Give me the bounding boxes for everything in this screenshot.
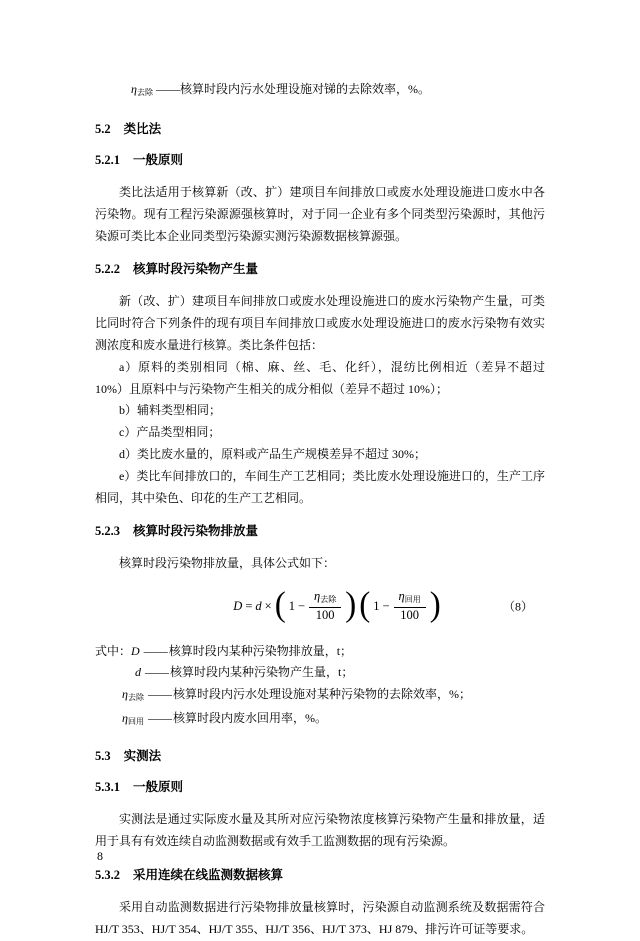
formula-one-a: 1 <box>288 598 295 613</box>
open-paren: ( <box>359 585 371 624</box>
formula-times: × <box>264 598 272 613</box>
heading-5-2-3 <box>95 523 545 540</box>
heading-5-2-1-title: 一般原则 <box>133 153 184 167</box>
heading-5-3 <box>95 748 545 765</box>
heading-5-3-2 <box>95 867 545 884</box>
fraction-reuse-numerator <box>394 590 426 608</box>
where-row-eta-removal <box>122 684 545 708</box>
heading-5-2-2-title: 核算时段污染物产生量 <box>133 262 259 277</box>
paragraph-5-2-3-intro: 核算时段污染物排放量，具体公式如下： <box>119 556 336 571</box>
where-row-D <box>95 641 545 662</box>
heading-5-2-number: 5.2 <box>95 122 111 136</box>
condition-item-b: b）辅料类型相同； <box>119 403 222 418</box>
open-paren: ( <box>274 585 286 624</box>
heading-5-3-1-title: 一般原则 <box>133 780 184 795</box>
analogy-condition-list <box>95 357 545 510</box>
formula-lhs: D <box>233 598 243 613</box>
definition-dash: —— <box>143 644 168 659</box>
heading-5-3-2-title: 采用连续在线监测数据核算 <box>133 867 284 882</box>
fraction-reuse-denominator: 100 <box>400 608 419 623</box>
close-paren: ) <box>345 585 357 624</box>
paragraph-5-3-1: 实测法是通过实际废水量及其所对应污染物浓度核算污染物产生量和排放量，适用于具有有效连续自动监测数据或有效手工监测数据的现有污染源。 <box>95 812 545 849</box>
heading-5-2-3-number: 5.2.3 <box>95 524 120 539</box>
equation-number: （8） <box>502 599 533 614</box>
heading-5-2-3-title: 核算时段污染物排放量 <box>133 524 259 539</box>
paragraph-5-3-2: 采用自动监测数据进行污染物排放量核算时，污染源自动监测系统及数据需符合 HJ/T 353、HJ/T 354、HJ/T 355、HJ/T 356、HJ/T 373、HJ 879、排污许可证等要求。 <box>95 899 545 936</box>
fraction-removal-numerator <box>309 590 341 608</box>
where-row-d <box>135 662 545 683</box>
definition-text: 核算时段内废水回用率，%。 <box>172 711 327 726</box>
paragraph-5-2-1: 类比法适用于核算新（改、扩）建项目车间排放口或废水处理设施进口废水中各污染物。现有工程污染源源强核算时，对于同一企业有多个同类型污染源时，其他污染源可类比本企业同类型污染源实测污染源数据核算源强。 <box>95 185 545 243</box>
formula-equals: = <box>245 598 253 613</box>
eta-reuse-subscript: 回用 <box>127 717 144 727</box>
heading-5-2-2-number: 5.2.2 <box>95 262 120 277</box>
heading-5-3-1-number: 5.3.1 <box>95 780 120 795</box>
eta-reuse-subscript: 回用 <box>404 595 421 605</box>
definition-text: 核算时段内某种污染物产生量，t； <box>170 665 354 680</box>
formula-8 <box>233 585 441 624</box>
close-paren: ) <box>429 585 441 624</box>
heading-5-2-1 <box>95 152 545 169</box>
eta-removal-subscript: 去除 <box>127 692 144 702</box>
where-row-eta-reuse <box>122 708 545 732</box>
formula-one-b: 1 <box>373 598 380 613</box>
heading-5-2-1-number: 5.2.1 <box>95 153 120 167</box>
definition-text: 核算时段内某种污染物排放量，t； <box>168 644 353 659</box>
eta-definition-text: 核算时段内污水处理设施对锑的去除效率，%。 <box>179 82 430 96</box>
formula-minus-a: − <box>297 598 305 613</box>
paragraph-5-2-2: 新（改、扩）建项目车间排放口或废水处理设施进口的废水污染物产生量，可类比同时符合下列条件的现有项目车间排放口或废水处理设施进口的废水污染物有效实测浓度和废水量进行核算。类比条件包括： <box>95 294 545 352</box>
definition-dash: —— <box>147 711 172 726</box>
eta-removal-definition <box>131 78 545 104</box>
condition-item-e: e）类比车间排放口的，车间生产工艺相同；类比废水处理设施进口的，生产工序相同，其中染色、印花的生产工艺相同。 <box>95 468 545 505</box>
heading-5-3-2-number: 5.3.2 <box>95 867 120 882</box>
definition-text: 核算时段内污水处理设施对某种污染物的去除效率，%； <box>172 686 471 701</box>
where-prefix: 式中： <box>95 644 132 659</box>
fraction-reuse <box>394 590 426 622</box>
definition-dash: —— <box>155 82 180 96</box>
formula-minus-b: − <box>382 598 390 613</box>
symbol-eta: η <box>122 686 128 701</box>
eta-subscript: 去除 <box>136 88 153 97</box>
symbol-eta: η <box>122 711 128 726</box>
eta-symbol: η <box>314 589 321 604</box>
fraction-removal-denominator: 100 <box>315 608 335 623</box>
heading-5-3-title: 实测法 <box>123 749 162 764</box>
where-list <box>95 641 545 732</box>
fraction-removal <box>309 590 341 622</box>
condition-item-c: c）产品类型相同； <box>119 425 221 440</box>
heading-5-2-title: 类比法 <box>123 122 162 136</box>
symbol-D: D <box>131 644 140 659</box>
definition-dash: —— <box>147 686 172 701</box>
heading-5-2 <box>95 121 545 138</box>
definition-dash: —— <box>145 665 169 680</box>
heading-5-2-2 <box>95 261 545 278</box>
formula-var-d: d <box>255 598 262 613</box>
eta-symbol: η <box>398 589 405 604</box>
formula-8-row <box>95 583 545 629</box>
heading-5-3-number: 5.3 <box>95 749 111 764</box>
page-number: 8 <box>97 849 103 863</box>
eta-symbol: η <box>131 82 137 96</box>
condition-item-d: d）类比废水量的，原料或产品生产规模差异不超过 30%； <box>119 446 426 461</box>
eta-removal-subscript: 去除 <box>320 595 337 605</box>
symbol-d: d <box>135 665 141 680</box>
condition-item-a: a）原料的类别相同（棉、麻、丝、毛、化纤），混纺比例相近（差异不超过 10%）且原料中与污染物产生相关的成分相似（差异不超过 10%）； <box>95 359 545 396</box>
heading-5-3-1 <box>95 779 545 796</box>
